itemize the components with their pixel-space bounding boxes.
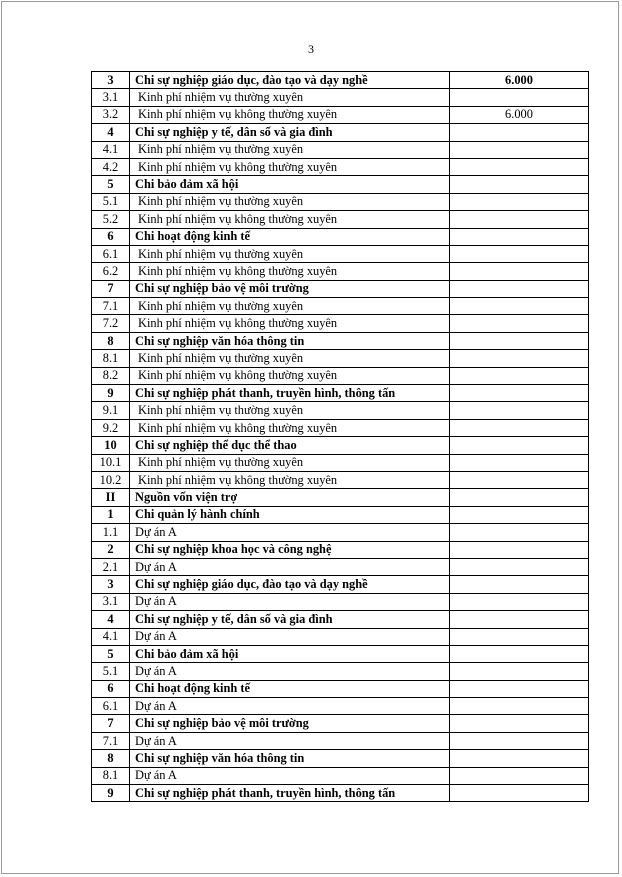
row-name-cell: Chi hoạt động kinh tế: [130, 680, 450, 697]
row-number-cell: 8: [92, 332, 130, 349]
row-number-cell: 9.1: [92, 402, 130, 419]
row-name-cell: Chi sự nghiệp văn hóa thông tin: [130, 750, 450, 767]
table-row: [92, 541, 589, 558]
row-number-cell: 3.2: [92, 106, 130, 123]
row-number-cell: 2.1: [92, 558, 130, 575]
table-row: [92, 785, 589, 802]
row-value-cell: [450, 263, 589, 280]
row-value-cell: [450, 280, 589, 297]
row-name-cell: Dự án A: [130, 593, 450, 610]
table-row: [92, 506, 589, 523]
table-row: [92, 367, 589, 384]
row-value-cell: [450, 576, 589, 593]
table-row: [92, 298, 589, 315]
row-name-cell: Chi sự nghiệp phát thanh, truyền hình, thông tấn: [130, 785, 450, 802]
row-name-cell: Dự án A: [130, 698, 450, 715]
row-number-cell: 3.1: [92, 593, 130, 610]
row-value-cell: [450, 558, 589, 575]
row-name-cell: Chi sự nghiệp thể dục thể thao: [130, 437, 450, 454]
row-value-cell: 6.000: [450, 72, 589, 89]
row-value-cell: [450, 524, 589, 541]
row-value-cell: [450, 785, 589, 802]
row-name-cell: Kinh phí nhiệm vụ thường xuyên: [130, 298, 450, 315]
row-value-cell: [450, 732, 589, 749]
row-name-cell: Chi quản lý hành chính: [130, 506, 450, 523]
row-number-cell: 4.2: [92, 158, 130, 175]
row-value-cell: [450, 437, 589, 454]
table-row: [92, 750, 589, 767]
row-value-cell: [450, 750, 589, 767]
row-value-cell: [450, 541, 589, 558]
row-value-cell: [450, 245, 589, 262]
table-row: [92, 332, 589, 349]
table-row: [92, 576, 589, 593]
row-number-cell: 7.1: [92, 732, 130, 749]
table-row: [92, 385, 589, 402]
table-row: [92, 471, 589, 488]
row-name-cell: Dự án A: [130, 558, 450, 575]
row-name-cell: Nguồn vốn viện trợ: [130, 489, 450, 506]
row-value-cell: [450, 315, 589, 332]
row-number-cell: 8: [92, 750, 130, 767]
row-name-cell: Chi sự nghiệp bảo vệ môi trường: [130, 715, 450, 732]
row-number-cell: 7.2: [92, 315, 130, 332]
table-row: [92, 489, 589, 506]
row-value-cell: [450, 141, 589, 158]
row-number-cell: 4: [92, 124, 130, 141]
row-number-cell: 5: [92, 645, 130, 662]
table-row: [92, 593, 589, 610]
row-number-cell: 8.2: [92, 367, 130, 384]
row-name-cell: Kinh phí nhiệm vụ không thường xuyên: [130, 211, 450, 228]
row-name-cell: Chi sự nghiệp giáo dục, đào tạo và dạy nghề: [130, 72, 450, 89]
row-name-cell: Chi sự nghiệp giáo dục, đào tạo và dạy nghề: [130, 576, 450, 593]
row-number-cell: 1.1: [92, 524, 130, 541]
table-row: [92, 524, 589, 541]
row-number-cell: 1: [92, 506, 130, 523]
table-row: [92, 645, 589, 662]
row-name-cell: Chi sự nghiệp y tế, dân số và gia đình: [130, 611, 450, 628]
row-name-cell: Chi sự nghiệp y tế, dân số và gia đình: [130, 124, 450, 141]
row-name-cell: Kinh phí nhiệm vụ thường xuyên: [130, 89, 450, 106]
row-number-cell: 3.1: [92, 89, 130, 106]
row-name-cell: Dự án A: [130, 524, 450, 541]
row-value-cell: [450, 124, 589, 141]
row-number-cell: 7.1: [92, 298, 130, 315]
row-value-cell: [450, 698, 589, 715]
row-name-cell: Dự án A: [130, 767, 450, 784]
row-value-cell: [450, 645, 589, 662]
row-value-cell: [450, 506, 589, 523]
row-number-cell: 2: [92, 541, 130, 558]
row-name-cell: Kinh phí nhiệm vụ thường xuyên: [130, 454, 450, 471]
row-value-cell: [450, 193, 589, 210]
table-row: [92, 280, 589, 297]
row-value-cell: [450, 715, 589, 732]
row-number-cell: 8.1: [92, 767, 130, 784]
row-name-cell: Kinh phí nhiệm vụ không thường xuyên: [130, 367, 450, 384]
row-name-cell: Kinh phí nhiệm vụ không thường xuyên: [130, 263, 450, 280]
row-name-cell: Chi sự nghiệp bảo vệ môi trường: [130, 280, 450, 297]
row-value-cell: [450, 489, 589, 506]
row-number-cell: 6.1: [92, 245, 130, 262]
table-row: [92, 228, 589, 245]
row-value-cell: [450, 228, 589, 245]
row-number-cell: 3: [92, 72, 130, 89]
row-name-cell: Dự án A: [130, 732, 450, 749]
table-row: [92, 350, 589, 367]
row-name-cell: Chi hoạt động kinh tế: [130, 228, 450, 245]
row-number-cell: 10.2: [92, 471, 130, 488]
row-name-cell: Chi sự nghiệp văn hóa thông tin: [130, 332, 450, 349]
row-value-cell: [450, 158, 589, 175]
table-row: [92, 698, 589, 715]
table-row: [92, 767, 589, 784]
row-value-cell: [450, 611, 589, 628]
table-row: [92, 263, 589, 280]
row-name-cell: Chi bảo đảm xã hội: [130, 176, 450, 193]
table-row: [92, 402, 589, 419]
table-row: [92, 611, 589, 628]
table-row: [92, 715, 589, 732]
table-row: [92, 454, 589, 471]
table-row: [92, 158, 589, 175]
row-value-cell: [450, 628, 589, 645]
row-value-cell: [450, 350, 589, 367]
row-value-cell: [450, 593, 589, 610]
row-name-cell: Kinh phí nhiệm vụ không thường xuyên: [130, 471, 450, 488]
row-name-cell: Chi bảo đảm xã hội: [130, 645, 450, 662]
row-name-cell: Kinh phí nhiệm vụ thường xuyên: [130, 402, 450, 419]
budget-table: [91, 71, 589, 802]
row-name-cell: Chi sự nghiệp khoa học và công nghệ: [130, 541, 450, 558]
row-number-cell: 10.1: [92, 454, 130, 471]
row-number-cell: 9: [92, 385, 130, 402]
row-number-cell: 4: [92, 611, 130, 628]
budget-table-body: [92, 72, 589, 802]
page-number: 3: [308, 42, 314, 56]
row-value-cell: [450, 471, 589, 488]
table-row: [92, 558, 589, 575]
row-value-cell: [450, 367, 589, 384]
row-number-cell: II: [92, 489, 130, 506]
table-row: [92, 245, 589, 262]
table-row: [92, 106, 589, 123]
table-row: [92, 141, 589, 158]
table-row: [92, 124, 589, 141]
row-number-cell: 4.1: [92, 141, 130, 158]
row-number-cell: 6: [92, 228, 130, 245]
row-name-cell: Kinh phí nhiệm vụ không thường xuyên: [130, 315, 450, 332]
row-number-cell: 10: [92, 437, 130, 454]
row-value-cell: [450, 663, 589, 680]
row-value-cell: [450, 176, 589, 193]
row-name-cell: Kinh phí nhiệm vụ thường xuyên: [130, 193, 450, 210]
row-number-cell: 3: [92, 576, 130, 593]
table-row: [92, 628, 589, 645]
table-row: [92, 72, 589, 89]
row-value-cell: [450, 332, 589, 349]
row-value-cell: [450, 419, 589, 436]
row-value-cell: [450, 89, 589, 106]
row-name-cell: Kinh phí nhiệm vụ không thường xuyên: [130, 419, 450, 436]
table-row: [92, 437, 589, 454]
table-row: [92, 211, 589, 228]
row-name-cell: Kinh phí nhiệm vụ thường xuyên: [130, 350, 450, 367]
row-name-cell: Chi sự nghiệp phát thanh, truyền hình, thông tấn: [130, 385, 450, 402]
row-number-cell: 8.1: [92, 350, 130, 367]
row-number-cell: 5.2: [92, 211, 130, 228]
table-row: [92, 315, 589, 332]
row-number-cell: 6.1: [92, 698, 130, 715]
row-name-cell: Kinh phí nhiệm vụ không thường xuyên: [130, 158, 450, 175]
row-number-cell: 9.2: [92, 419, 130, 436]
row-value-cell: [450, 402, 589, 419]
row-value-cell: [450, 385, 589, 402]
row-number-cell: 6.2: [92, 263, 130, 280]
table-row: [92, 419, 589, 436]
row-value-cell: [450, 680, 589, 697]
table-row: [92, 193, 589, 210]
row-value-cell: [450, 454, 589, 471]
row-number-cell: 6: [92, 680, 130, 697]
row-number-cell: 4.1: [92, 628, 130, 645]
row-number-cell: 7: [92, 715, 130, 732]
row-name-cell: Dự án A: [130, 663, 450, 680]
row-number-cell: 5.1: [92, 663, 130, 680]
row-number-cell: 5: [92, 176, 130, 193]
row-value-cell: [450, 298, 589, 315]
row-value-cell: [450, 211, 589, 228]
table-row: [92, 89, 589, 106]
table-row: [92, 732, 589, 749]
row-name-cell: Kinh phí nhiệm vụ thường xuyên: [130, 245, 450, 262]
row-number-cell: 5.1: [92, 193, 130, 210]
table-row: [92, 680, 589, 697]
table-row: [92, 176, 589, 193]
row-name-cell: Dự án A: [130, 628, 450, 645]
row-name-cell: Kinh phí nhiệm vụ thường xuyên: [130, 141, 450, 158]
table-row: [92, 663, 589, 680]
row-number-cell: 9: [92, 785, 130, 802]
row-number-cell: 7: [92, 280, 130, 297]
row-name-cell: Kinh phí nhiệm vụ không thường xuyên: [130, 106, 450, 123]
row-value-cell: 6.000: [450, 106, 589, 123]
row-value-cell: [450, 767, 589, 784]
